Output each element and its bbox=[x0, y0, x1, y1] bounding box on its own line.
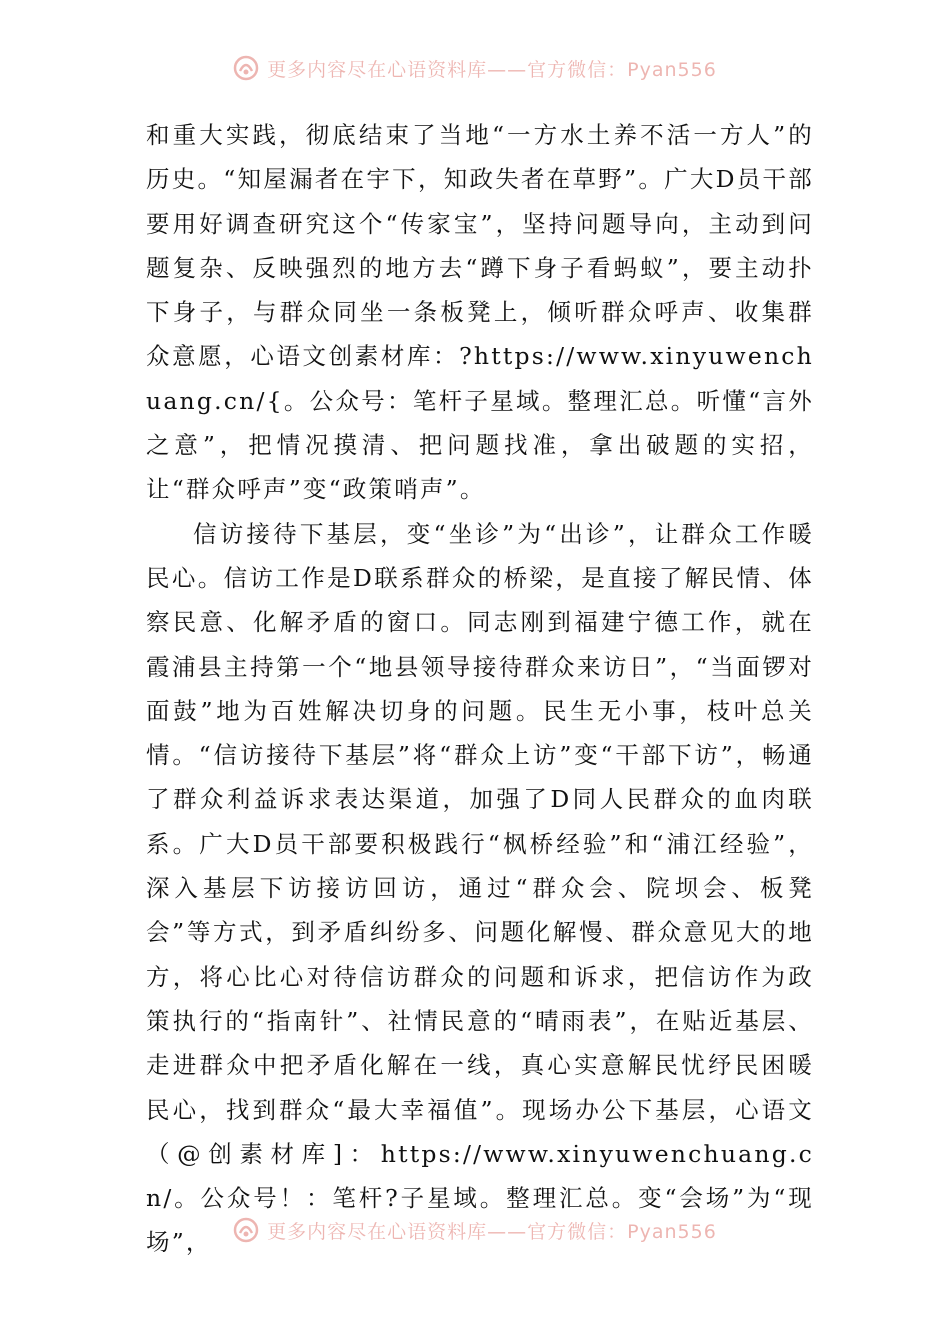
watermark-text: 更多内容尽在心语资料库——官方微信：Pyan556 bbox=[267, 58, 717, 81]
header-watermark bbox=[0, 48, 950, 88]
watermark-text: 更多内容尽在心语资料库——官方微信：Pyan556 bbox=[267, 1220, 717, 1243]
logo-icon bbox=[233, 55, 259, 81]
document-body bbox=[146, 113, 814, 1265]
paragraph: 信访接待下基层，变“坐诊”为“出诊”，让群众工作暖民心。信访工作是D联系群众的桥梁，是直接了解民情、体察民意、化解矛盾的窗口。同志刚到福建宁德工作，就在霞浦县主持第一个“地县领导接待群众来访日”，“当面锣对面鼓”地为百姓解决切身的问题。民生无小事，枝叶总关情。“信访接待下基层”将“群众上访”变“干部下访”，畅通了群众利益诉求表达渠道，加强了D同人民群众的血肉联系。广大D员干部要积极践行“枫桥经验”和“浦江经验”，深入基层下访接访回访，通过“群众会、院坝会、板凳会”等方式，到矛盾纠纷多、问题化解慢、群众意见大的地方，将心比心对待信访群众的问题和诉求，把信访作为政策执行的“指南针”、社情民意的“晴雨表”，在贴近基层、走进群众中把矛盾化解在一线，真心实意解民忧纾民困暖民心，找到群众“最大幸福值”。现场办公下基层，心语文（@创素材库]：https://www.xinyuwenchuang.cn/。公众号！：笔杆?子星域。整理汇总。变“会场”为“现场”， bbox=[146, 519, 814, 1257]
paragraph: 和重大实践，彻底结束了当地“一方水土养不活一方人”的历史。“知屋漏者在宇下，知政失者在草野”。广大D员干部要用好调查研究这个“传家宝”，坚持问题导向，主动到问题复杂、反映强烈的地方去“蹲下身子看蚂蚁”，要主动扑下身子，与群众同坐一条板凳上，倾听群众呼声、收集群众意愿，心语文创素材库：?https://www.xinyuwenchuang.cn/{。公众号：笔杆子星域。整理汇总。听懂“言外之意”，把情况摸清、把问题找准，拿出破题的实招，让“群众呼声”变“政策哨声”。 bbox=[146, 121, 814, 504]
